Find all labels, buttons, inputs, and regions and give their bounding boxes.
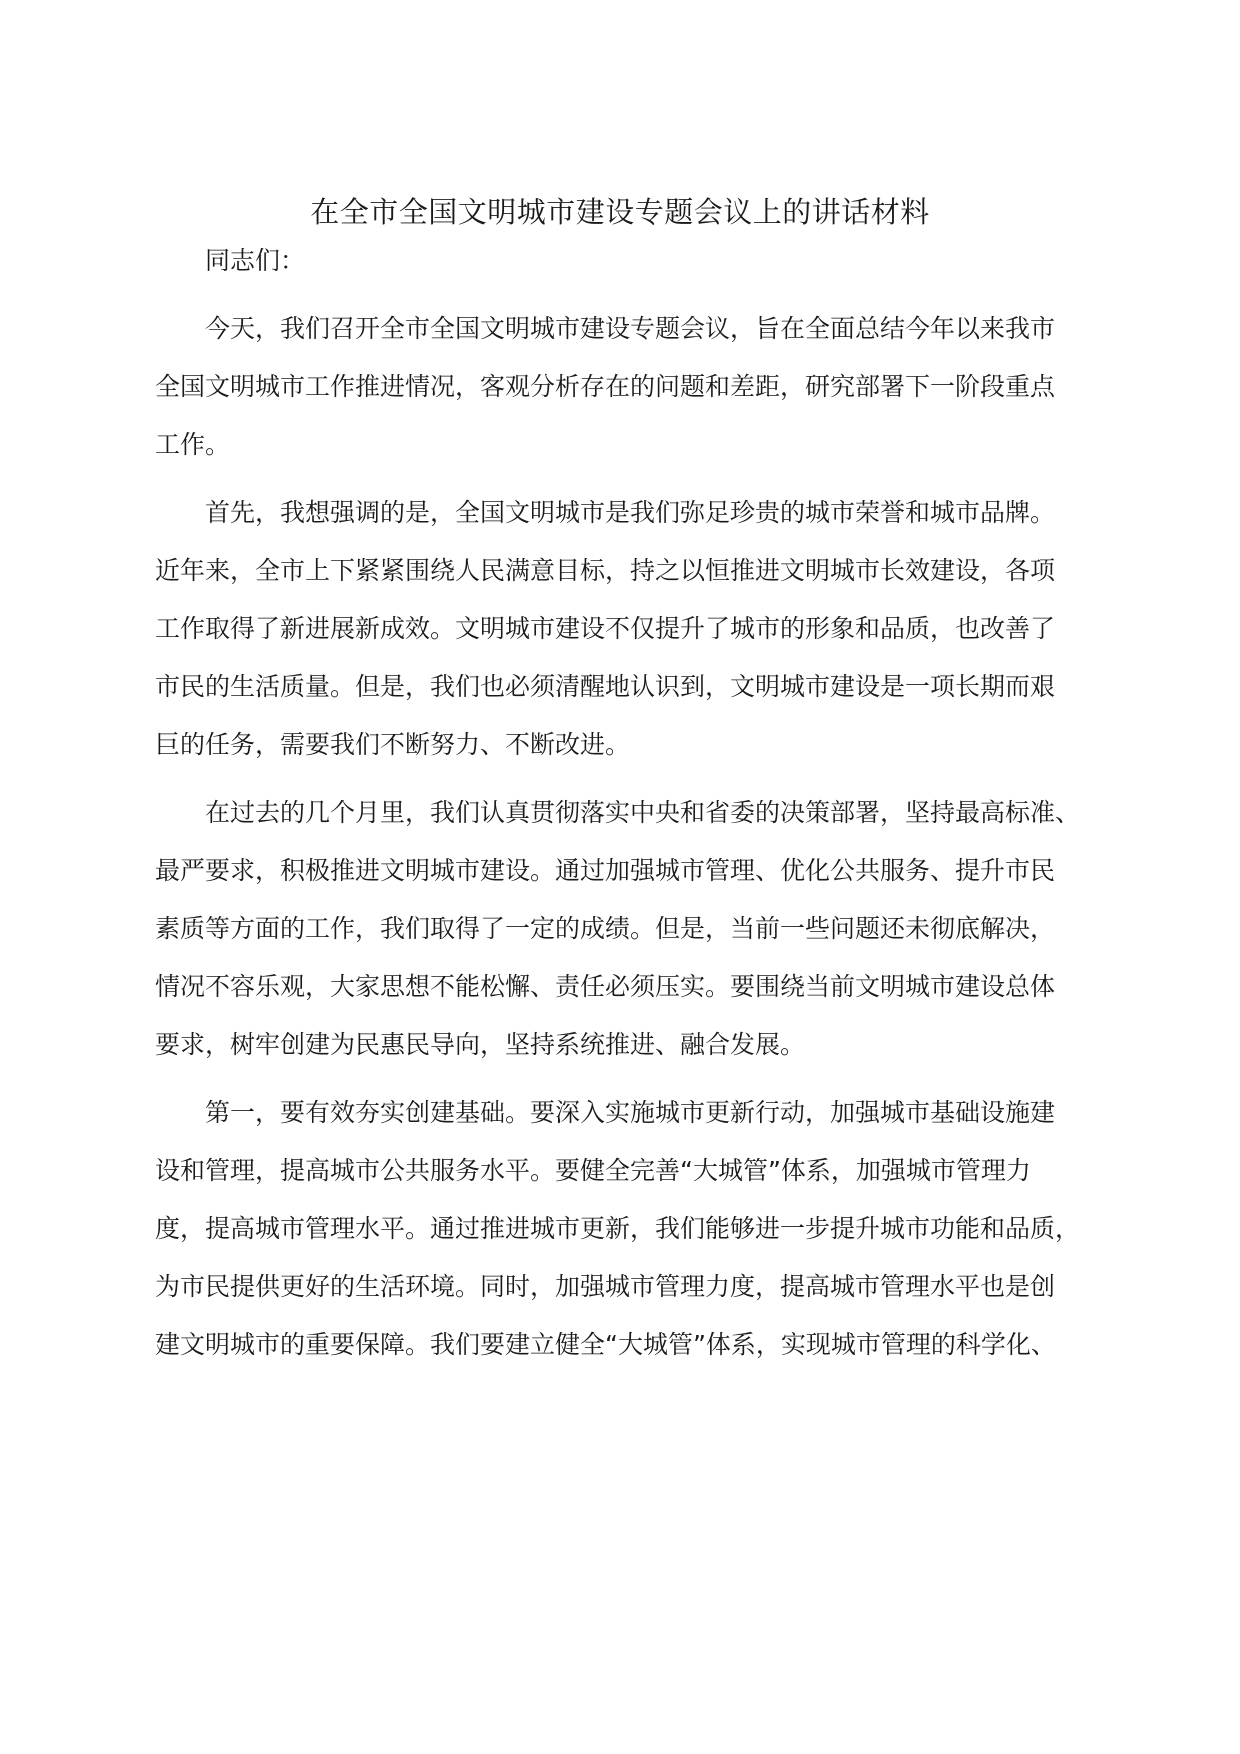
paragraph-1-line-3: 工作。 xyxy=(155,430,231,459)
paragraph-3-line-5: 要求，树牢创建为民惠民导向，坚持系统推进、融合发展。 xyxy=(155,1030,806,1059)
paragraph-3-line-2: 最严要求，积极推进文明城市建设。通过加强城市管理、优化公共服务、提升市民 xyxy=(155,856,1056,885)
paragraph-1-line-2: 全国文明城市工作推进情况，客观分析存在的问题和差距，研究部署下一阶段重点 xyxy=(155,372,1056,401)
paragraph-4-line-1: 第一，要有效夯实创建基础。要深入实施城市更新行动，加强城市基础设施建 xyxy=(205,1098,1056,1127)
paragraph-2-line-1: 首先，我想强调的是，全国文明城市是我们弥足珍贵的城市荣誉和城市品牌。 xyxy=(205,498,1056,527)
paragraph-3-line-1: 在过去的几个月里，我们认真贯彻落实中央和省委的决策部署，坚持最高标准、 xyxy=(205,798,1081,827)
paragraph-3-line-3: 素质等方面的工作，我们取得了一定的成绩。但是，当前一些问题还未彻底解决， xyxy=(155,914,1056,943)
paragraph-3-line-4: 情况不容乐观，大家思想不能松懈、责任必须压实。要围绕当前文明城市建设总体 xyxy=(155,972,1056,1001)
paragraph-2-line-2: 近年来，全市上下紧紧围绕人民满意目标，持之以恒推进文明城市长效建设，各项 xyxy=(155,556,1056,585)
paragraph-4-line-5: 建文明城市的重要保障。我们要建立健全“大城管”体系，实现城市管理的科学化、 xyxy=(155,1330,1056,1359)
document-title: 在全市全国文明城市建设专题会议上的讲话材料 xyxy=(310,195,930,229)
greeting-line: 同志们： xyxy=(205,246,306,275)
paragraph-4-line-3: 度，提高城市管理水平。通过推进城市更新，我们能够进一步提升城市功能和品质， xyxy=(155,1214,1081,1243)
paragraph-2-line-4: 市民的生活质量。但是，我们也必须清醒地认识到，文明城市建设是一项长期而艰 xyxy=(155,672,1056,701)
paragraph-2-line-3: 工作取得了新进展新成效。文明城市建设不仅提升了城市的形象和品质，也改善了 xyxy=(155,614,1056,643)
paragraph-4-line-4: 为市民提供更好的生活环境。同时，加强城市管理力度，提高城市管理水平也是创 xyxy=(155,1272,1056,1301)
paragraph-2-line-5: 巨的任务，需要我们不断努力、不断改进。 xyxy=(155,730,631,759)
paragraph-1-line-1: 今天，我们召开全市全国文明城市建设专题会议，旨在全面总结今年以来我市 xyxy=(205,314,1056,343)
paragraph-4-line-2: 设和管理，提高城市公共服务水平。要健全完善“大城管”体系，加强城市管理力 xyxy=(155,1156,1031,1185)
